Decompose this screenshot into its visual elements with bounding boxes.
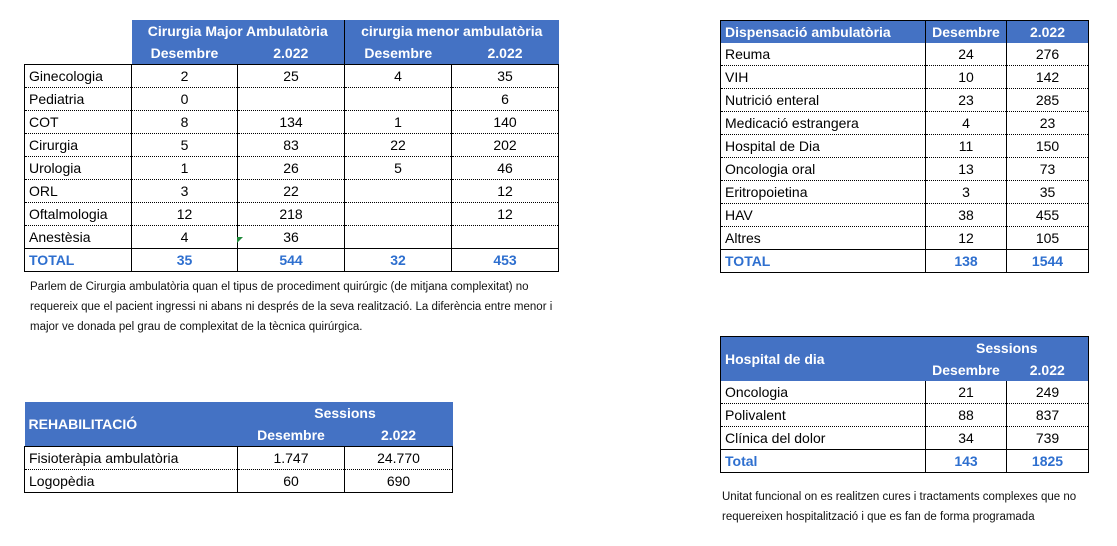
table-row [721, 181, 1089, 204]
cell-value: 23 [926, 89, 1007, 112]
cell-value: 837 [1007, 404, 1089, 427]
col-header-year: 2.022 [1007, 359, 1089, 381]
col-header-year: 2.022 [238, 42, 345, 65]
cell-value: 150 [1007, 135, 1089, 158]
row-label: Pediatria [25, 88, 132, 111]
cell-value: 46 [452, 157, 559, 180]
group-header-major: Cirurgia Major Ambulatòria [132, 20, 345, 42]
row-label: Oncologia [721, 381, 926, 404]
row-label: Clínica del dolor [721, 427, 926, 450]
cell-value: 1.747 [238, 447, 345, 470]
row-label: Nutrició enteral [721, 89, 926, 112]
cell-value [345, 180, 452, 203]
row-label: Urologia [25, 157, 132, 180]
cirurgia-body [25, 65, 559, 272]
row-label: HAV [721, 204, 926, 227]
col-header-desembre: Desembre [345, 42, 452, 65]
total-value: 32 [345, 249, 452, 272]
cell-value: 249 [1007, 381, 1089, 404]
total-value: 138 [926, 250, 1007, 273]
cell-value: 202 [452, 134, 559, 157]
row-label: Ginecologia [25, 65, 132, 88]
cell-value: 88 [926, 404, 1007, 427]
cell-value: 13 [926, 158, 1007, 181]
table-row [721, 66, 1089, 89]
row-label: Polivalent [721, 404, 926, 427]
total-row [25, 249, 559, 272]
total-value: 1544 [1007, 250, 1089, 273]
cell-value: 4 [926, 112, 1007, 135]
total-value: 35 [132, 249, 238, 272]
table-row [25, 203, 559, 226]
dispensacio-table [720, 20, 1089, 273]
cell-value: 2 [132, 65, 238, 88]
cell-value: 12 [132, 203, 238, 226]
col-header-year: 2.022 [1007, 21, 1089, 44]
cell-value: 5 [132, 134, 238, 157]
col-header-desembre: Desembre [926, 21, 1007, 44]
total-value: 544 [238, 249, 345, 272]
total-label: Total [721, 450, 926, 473]
cell-value: 455 [1007, 204, 1089, 227]
total-value: 453 [452, 249, 559, 272]
table-row [721, 204, 1089, 227]
cell-value: 34 [926, 427, 1007, 450]
row-label: Cirurgia [25, 134, 132, 157]
row-label: Medicació estrangera [721, 112, 926, 135]
table-row [721, 89, 1089, 112]
cirurgia-table [24, 20, 559, 272]
row-label: Fisioteràpia ambulatòria [25, 447, 238, 470]
col-header-desembre: Desembre [926, 359, 1007, 381]
row-label: COT [25, 111, 132, 134]
table-row [25, 470, 453, 493]
cell-value: 142 [1007, 66, 1089, 89]
cell-value: 6 [452, 88, 559, 111]
table-row [721, 112, 1089, 135]
table-title: Hospital de dia [721, 337, 926, 382]
col-header-desembre: Desembre [238, 424, 345, 447]
table-row [25, 65, 559, 88]
cell-value: 8 [132, 111, 238, 134]
total-value: 143 [926, 450, 1007, 473]
row-label: Reuma [721, 43, 926, 66]
cell-value: 35 [452, 65, 559, 88]
row-label: Logopèdia [25, 470, 238, 493]
table-row [25, 88, 559, 111]
table-row [721, 427, 1089, 450]
cell-value: 218 [238, 203, 345, 226]
cell-value: 24 [926, 43, 1007, 66]
group-header-menor: cirurgia menor ambulatòria [345, 20, 559, 42]
cell-value [345, 226, 452, 249]
cell-value: 73 [1007, 158, 1089, 181]
cell-value: 1 [132, 157, 238, 180]
cell-value: 10 [926, 66, 1007, 89]
row-label: VIH [721, 66, 926, 89]
table-row [721, 158, 1089, 181]
row-label: Oncologia oral [721, 158, 926, 181]
total-row [721, 250, 1089, 273]
cell-value: 12 [452, 180, 559, 203]
cell-value: 3 [926, 181, 1007, 204]
cell-value: 1 [345, 111, 452, 134]
cell-value: 83 [238, 134, 345, 157]
cirurgia-note: Parlem de Cirurgia ambulatòria quan el tipus de procediment quirúrgic (de mitjana complexitat) no requereix que el pacient ingressi ni abans ni després de la seva realització. La diferència entre menor i major ve donada pel grau de complexitat de la tècnica quirúrgica. [30, 281, 553, 333]
table-row [721, 135, 1089, 158]
row-label: ORL [25, 180, 132, 203]
table-row [25, 226, 559, 249]
cell-value: 26 [238, 157, 345, 180]
cell-value: 35 [1007, 181, 1089, 204]
cell-value [238, 88, 345, 111]
col-header-year: 2.022 [345, 424, 453, 447]
row-label: Anestèsia [25, 226, 132, 249]
cell-value [345, 88, 452, 111]
table-row [721, 404, 1089, 427]
cell-value: 23 [1007, 112, 1089, 135]
table-row [25, 157, 559, 180]
total-row [721, 450, 1089, 473]
col-header-year: 2.022 [452, 42, 559, 65]
table-row [721, 381, 1089, 404]
row-label: Oftalmologia [25, 203, 132, 226]
cell-value: 22 [345, 134, 452, 157]
cell-value: 12 [926, 227, 1007, 250]
total-value: 1825 [1007, 450, 1089, 473]
group-header-sessions: Sessions [926, 337, 1089, 360]
cell-value: 140 [452, 111, 559, 134]
cell-value: 4 [132, 226, 238, 249]
table-title: REHABILITACIÓ [25, 402, 238, 447]
table-row [25, 447, 453, 470]
cell-value: 134 [238, 111, 345, 134]
cell-value: 22 [238, 180, 345, 203]
table-row [25, 111, 559, 134]
table-row [721, 227, 1089, 250]
table-title: Dispensació ambulatòria [721, 21, 926, 44]
rehabilitacio-table [24, 402, 453, 493]
table-row [25, 134, 559, 157]
cell-value: 105 [1007, 227, 1089, 250]
cell-value: 285 [1007, 89, 1089, 112]
hospital-dia-table [720, 336, 1089, 473]
cell-value: 60 [238, 470, 345, 493]
col-header-desembre: Desembre [132, 42, 238, 65]
cell-value: 38 [926, 204, 1007, 227]
cell-value: 21 [926, 381, 1007, 404]
cell-value [345, 203, 452, 226]
table-row [721, 43, 1089, 66]
cell-value: 12 [452, 203, 559, 226]
cell-value: 276 [1007, 43, 1089, 66]
total-label: TOTAL [721, 250, 926, 273]
cell-value: 0 [132, 88, 238, 111]
cell-value [452, 226, 559, 249]
group-header-sessions: Sessions [238, 402, 453, 424]
hospital-dia-note: Unitat funcional on es realitzen cures i tractaments complexes que no requereixen hospitalització i que es fan de forma programada [722, 491, 1077, 523]
row-label: Altres [721, 227, 926, 250]
row-label: Eritropoietina [721, 181, 926, 204]
total-label: TOTAL [25, 249, 132, 272]
cell-value: 36 [238, 226, 345, 249]
cell-comment-marker [237, 237, 243, 243]
cell-value: 25 [238, 65, 345, 88]
cell-value: 5 [345, 157, 452, 180]
cell-value: 4 [345, 65, 452, 88]
cell-value: 739 [1007, 427, 1089, 450]
cell-value: 3 [132, 180, 238, 203]
cell-value: 11 [926, 135, 1007, 158]
cell-value: 690 [345, 470, 453, 493]
cell-value: 24.770 [345, 447, 453, 470]
row-label: Hospital de Dia [721, 135, 926, 158]
table-row [25, 180, 559, 203]
